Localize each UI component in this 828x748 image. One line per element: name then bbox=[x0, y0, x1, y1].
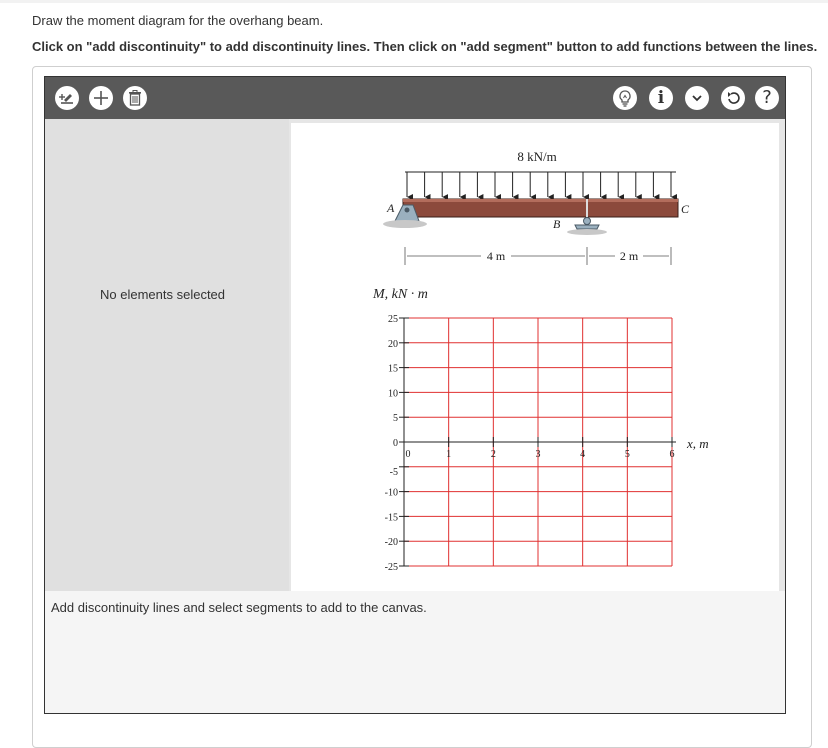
canvas-area bbox=[289, 119, 785, 591]
x-axis-label: x, m bbox=[687, 436, 709, 451]
help-button[interactable] bbox=[755, 86, 779, 110]
question-prompt: Draw the moment diagram for the overhang beam. bbox=[32, 13, 324, 28]
y-tick-label: 25 bbox=[388, 314, 398, 325]
y-tick-label: -20 bbox=[384, 537, 398, 549]
y-tick-label: 20 bbox=[388, 338, 398, 350]
x-tick-label: 2 bbox=[490, 449, 496, 460]
undo-button[interactable] bbox=[721, 86, 745, 110]
beam-flange bbox=[403, 199, 678, 202]
y-tick-label: -5 bbox=[389, 466, 398, 478]
properties-panel bbox=[45, 119, 289, 591]
add-discontinuity-icon bbox=[59, 90, 75, 106]
help-icon: ? bbox=[762, 87, 772, 108]
hint-button[interactable] bbox=[613, 86, 637, 110]
question-instruction: Click on "add discontinuity" to add discontinuity lines. Then click on "add segment" button to add functions between the lines. bbox=[32, 39, 818, 54]
add-segment-button[interactable] bbox=[89, 86, 113, 110]
no-selection-message: No elements selected bbox=[100, 287, 226, 302]
x-tick-label: 0 bbox=[405, 449, 411, 460]
problem-figure bbox=[291, 123, 779, 591]
y-tick-labels bbox=[385, 314, 409, 573]
span-bc-label: 2 m bbox=[619, 249, 639, 263]
toolbar bbox=[45, 77, 785, 119]
y-tick-label: 15 bbox=[388, 363, 398, 375]
drawing-canvas[interactable] bbox=[291, 123, 779, 591]
top-border bbox=[0, 0, 828, 3]
y-tick-label: 0 bbox=[393, 438, 398, 449]
x-tick-label: 1 bbox=[446, 449, 452, 460]
x-tick-label: 5 bbox=[624, 449, 630, 460]
status-message: Add discontinuity lines and select segments to add to the canvas. bbox=[51, 600, 427, 615]
moment-grid bbox=[404, 318, 676, 566]
undo-icon bbox=[725, 90, 741, 106]
x-tick-label: 4 bbox=[580, 449, 586, 460]
add-discontinuity-button[interactable] bbox=[55, 86, 79, 110]
x-tick-label: 3 bbox=[535, 449, 541, 460]
y-tick-label: -10 bbox=[384, 487, 398, 499]
chevron-down-icon bbox=[690, 91, 704, 105]
load-label: 8 kN/m bbox=[517, 149, 557, 164]
delete-button[interactable] bbox=[123, 86, 147, 110]
add-segment-icon bbox=[92, 89, 110, 107]
support-b-label: B bbox=[553, 217, 561, 231]
x-tick-labels bbox=[404, 437, 675, 460]
y-axis-label: M, kN · m bbox=[373, 287, 428, 302]
y-tick-label: -15 bbox=[384, 512, 398, 524]
lightbulb-icon bbox=[617, 89, 633, 107]
end-c-label: C bbox=[681, 202, 690, 216]
y-tick-label: 5 bbox=[393, 413, 398, 425]
trash-icon bbox=[128, 90, 142, 106]
dropdown-button[interactable] bbox=[685, 86, 709, 110]
drawing-tool bbox=[44, 76, 786, 714]
roller-support-b bbox=[567, 218, 607, 236]
support-a-label: A bbox=[387, 201, 395, 215]
info-icon: i bbox=[657, 88, 665, 108]
span-ab-label: 4 m bbox=[486, 249, 506, 263]
y-tick-label: -25 bbox=[384, 562, 398, 573]
load-arrows bbox=[407, 172, 671, 197]
x-tick-label: 6 bbox=[669, 449, 675, 460]
y-tick-label: 10 bbox=[388, 388, 398, 400]
info-button[interactable] bbox=[649, 86, 673, 110]
